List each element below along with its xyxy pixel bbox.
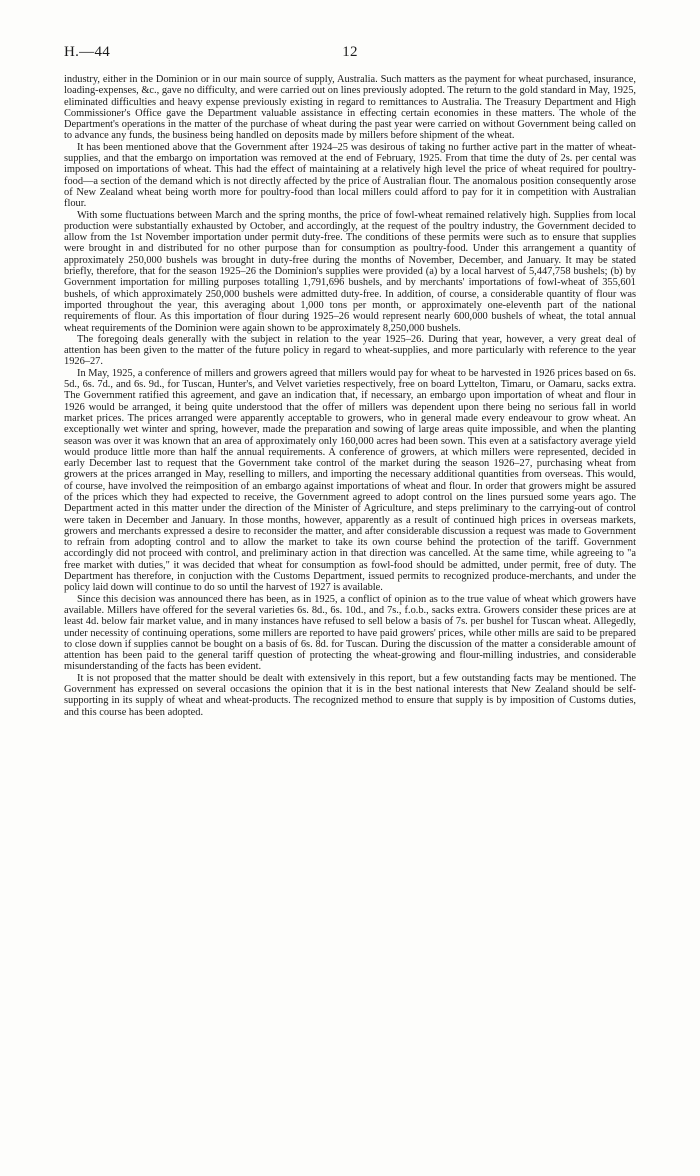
paragraph: In May, 1925, a conference of millers and growers agreed that millers would pay for wheat to be harvested in 1926 prices based on 6s. 5d., 6s. 7d., and 6s. 9d., for Tuscan, Hunter's, and Velvet varieties respectively, free on board Lyttelton, Timaru, or Oamaru, sacks extra. The Government ratified this agreement, and gave an indication that, if necessary, an embargo upon importation of wheat and flour in 1926 would be arranged, it being quite understood that the offer of millers was dependent upon there being no serious fall in world market prices. The prices arranged were apparently acceptable to growers, who in general made every endeavour to grow wheat. An exceptionally wet winter and spring, however, made the preparation and sowing of large areas quite impossible, and when the planting season was over it was known that an area of approximately only 160,000 acres had been sown. This even at a satisfactory average yield would produce little more than half the annual requirements. A conference of growers, at which millers were represented, decided in early December last to request that the Government take control of the market during the season 1926–27, purchasing wheat from growers at the prices arranged in May, reselling to millers, and importing the necessary additional quantities from overseas. This would, of course, have involved the reimposition of an embargo against importations of wheat and flour. In order that growers might be assured of the prices which they had expected to receive, the Government agreed to adopt control on the lines pursued some years ago. The Department acted in this matter under the direction of the Minister of Agriculture, and steps preliminary to the carrying-out of control were taken in December and January. In those months, however, apparently as a result of continued high prices in overseas markets, growers and merchants expressed a desire to reconsider the matter, and after considerable discussion a request was made to Government to refrain from adopting control and to allow the market to take its own course behind the protection of the tariff. Government accordingly did not proceed with control, and preliminary action in that direction was cancelled. At the same time, while agreeing to "a free market with duties," it was decided that wheat for consumption as fowl-food should be admitted, under permit, free of duty. The Department has therefore, in conjuction with the Customs Department, issued permits to recognized produce-merchants, and under the policy laid down will continue to do so until the harvest of 1927 is available.: [64, 367, 636, 594]
paragraph: With some fluctuations between March and the spring months, the price of fowl-wheat remained relatively high. Supplies from local production were substantially exhausted by October, and accordingly, at the request of the poultry industry, the Government decided to allow from the 1st November importation under permit duty-free. The conditions of these permits were such as to ensure that supplies were brought in and distributed for no other purpose than for consumption as poultry-food. Under this arrangement a quantity of approximately 250,000 bushels was brought in duty-free during the months of November, December, and January. It may be stated briefly, therefore, that for the season 1925–26 the Dominion's supplies were provided (a) by a local harvest of 5,447,758 bushels; (b) by Government importation for milling purposes totalling 1,791,696 bushels, and by merchants' importations of fowl-wheat of 355,601 bushels, of which approximately 250,000 bushels were admitted duty-free. In addition, of course, a considerable quantity of flour was imported throughout the year, this averaging about 1,000 tons per month, or approximately one-eleventh part of the national requirements of flour. As this importation of flour during 1925–26 would represent nearly 600,000 bushels of wheat, the total annual wheat requirements of the Dominion were again shown to be approximately 8,250,000 bushels.: [64, 209, 636, 334]
document-code: H.—44: [64, 44, 111, 60]
paragraph: Since this decision was announced there has been, as in 1925, a conflict of opinion as to the true value of wheat which growers have available. Millers have offered for the several varieties 6s. 8d., 6s. 10d., and 7s., f.o.b., sacks extra. Growers consider these prices are at least 4d. below fair market value, and in many instances have refused to sell below a basis of 7s. per bushel for Tuscan wheat. Allegedly, under necessity of continuing operations, some millers are reported to have paid growers' prices, while other mills are said to be prepared to close down if supplies cannot be bought on a basis of 6s. 8d. for Tuscan. During the discussion of the matter a considerable amount of attention has been paid to the general tariff question of protecting the wheat-growing and flour-milling industries, and considerable misunderstanding of the facts has been evident.: [64, 593, 636, 673]
page-header: [64, 44, 636, 66]
paragraph: The foregoing deals generally with the subject in relation to the year 1925–26. During that year, however, a very great deal of attention has been given to the matter of the future policy in regard to wheat-supplies, and more particularly with reference to the year 1926–27.: [64, 333, 636, 368]
paragraph: It has been mentioned above that the Government after 1924–25 was desirous of taking no further active part in the matter of wheat-supplies, and that the embargo on importation was removed at the end of February, 1925. From that time the duty of 2s. per cental was imposed on importations of wheat. This had the effect of maintaining at a relatively high level the price of wheat required for poultry-food—a section of the demand which is not directly affected by the price of Australian flour. The anomalous position consequently arose of New Zealand wheat being worth more for poultry-food than local millers could afford to pay for it in competition with Australian flour.: [64, 141, 636, 210]
body-text: [64, 74, 636, 718]
paragraph: It is not proposed that the matter should be dealt with extensively in this report, but a few outstanding facts may be mentioned. The Government has expressed on several occasions the opinion that it is in the best national interests that New Zealand should be self-supporting in its supply of wheat and wheat-products. The recognized method to ensure that supply is by imposition of Customs duties, and this course has been adopted.: [64, 672, 636, 718]
page-number: 12: [342, 44, 358, 60]
paragraph: industry, either in the Dominion or in our main source of supply, Australia. Such matters as the payment for wheat purchased, insurance, loading-expenses, &c., gave no difficulty, and were carried out on lines previously adopted. The return to the gold standard in May, 1925, eliminated difficulties and heavy expense previously existing in regard to remittances to Australia. The Treasury Department and High Commissioner's Office gave the Department valuable assistance in effecting certain economies in these matters. The whole of the Department's operations in the matter of the purchase of wheat during the past year were carried on without Government being called on to advance any funds, the business being handled on deposits made by millers before shipment of the wheat.: [64, 74, 636, 142]
